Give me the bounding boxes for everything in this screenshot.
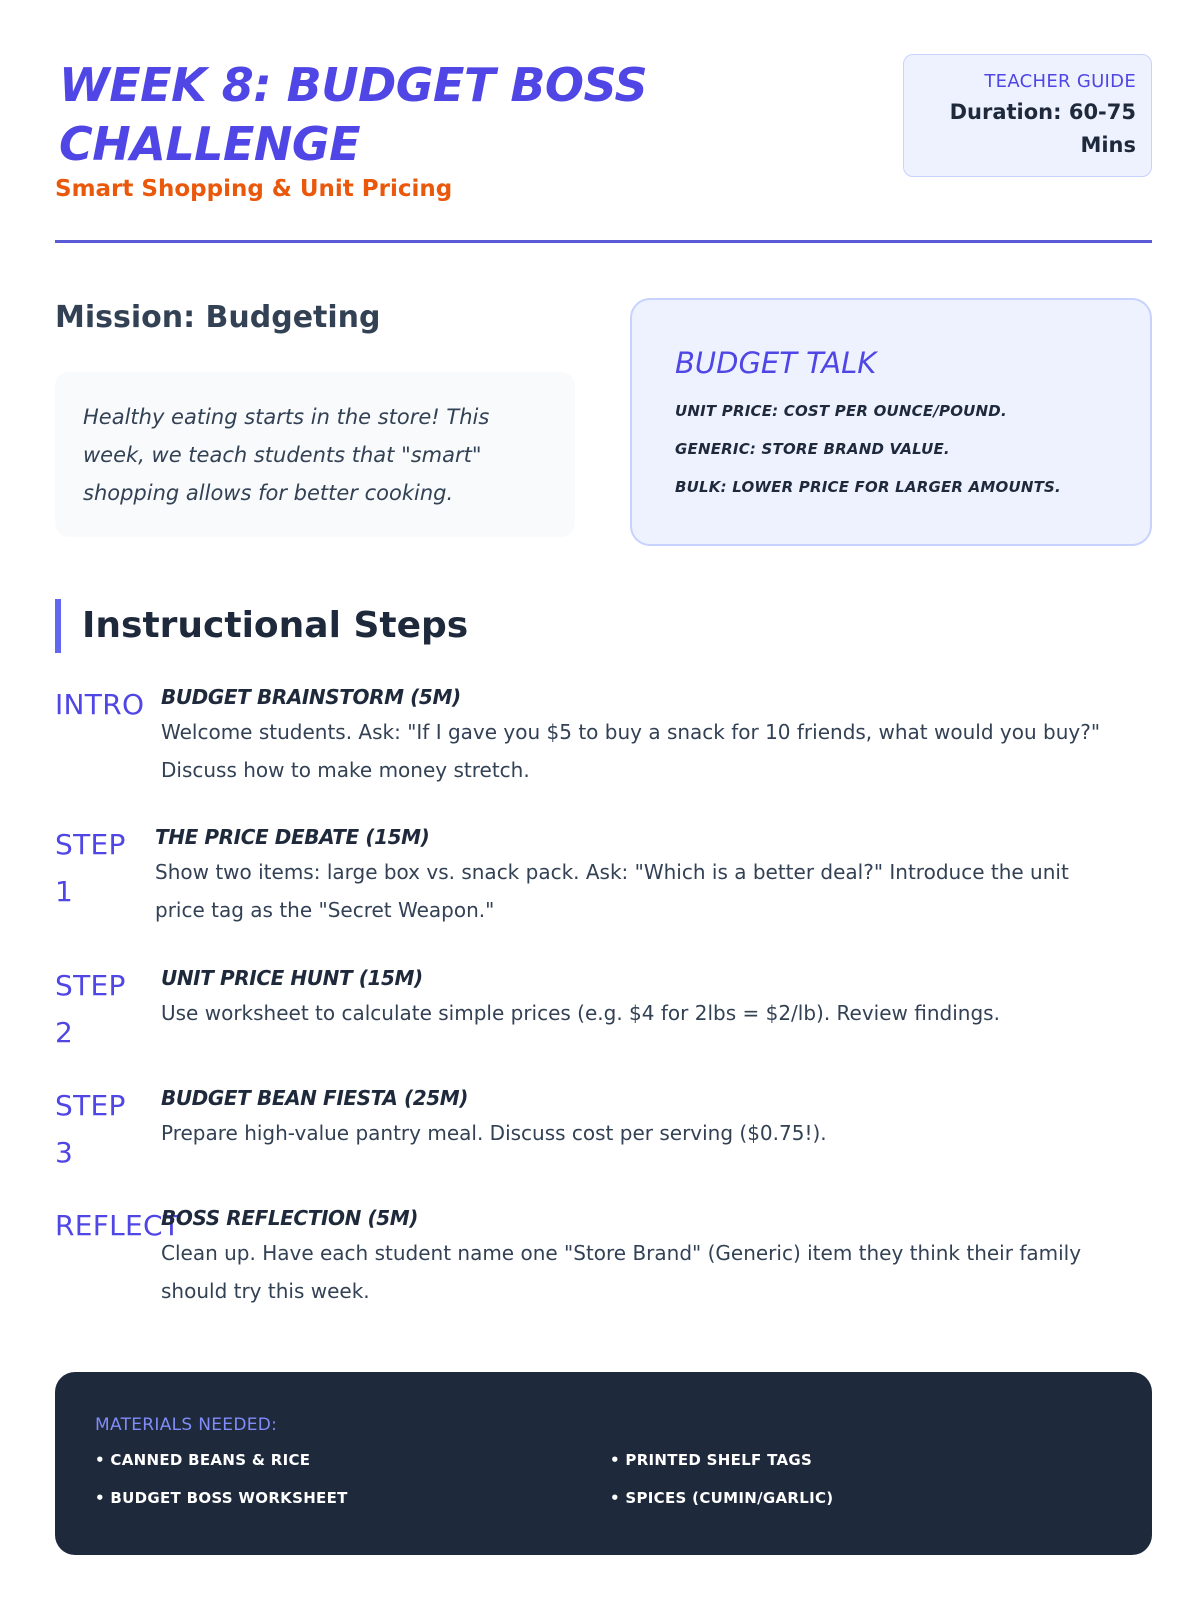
- steps-heading: Instructional Steps: [82, 605, 469, 646]
- budget-talk-item: BULK: LOWER PRICE FOR LARGER AMOUNTS.: [675, 478, 1061, 496]
- step-content: [161, 1082, 1152, 1152]
- step-title: THE PRICE DEBATE (15M): [155, 825, 430, 849]
- step-description: Show two items: large box vs. snack pack. Ask: "Which is a better deal?" Introduce the unit price tag as the "Secret Weapon.": [155, 860, 1069, 922]
- page-subtitle: Smart Shopping & Unit Pricing: [55, 176, 453, 202]
- budget-talk-item: GENERIC: STORE BRAND VALUE.: [675, 440, 950, 458]
- step-1: [55, 821, 1152, 931]
- step-title: BUDGET BRAINSTORM (5M): [161, 685, 461, 709]
- budget-talk-list: [675, 392, 1150, 506]
- step-label: REFLECT: [55, 1209, 181, 1242]
- mission-card: [55, 372, 575, 537]
- material-item: • BUDGET BOSS WORKSHEET: [95, 1489, 348, 1507]
- step-title: UNIT PRICE HUNT (15M): [161, 966, 423, 990]
- step-title: BUDGET BEAN FIESTA (25M): [161, 1086, 468, 1110]
- materials-panel: [55, 1372, 1152, 1555]
- budget-talk-item: UNIT PRICE: COST PER OUNCE/POUND.: [675, 402, 1007, 420]
- step-title: BOSS REFLECTION (5M): [161, 1206, 419, 1230]
- step-2: [55, 962, 1152, 1072]
- material-item: • CANNED BEANS & RICE: [95, 1451, 311, 1469]
- page-title: WEEK 8: BUDGET BOSS CHALLENGE: [59, 58, 648, 171]
- lesson-page: [55, 0, 1152, 1600]
- step-content: [161, 962, 1152, 1032]
- step-reflect: [55, 1202, 1152, 1312]
- step-content: [161, 1202, 1152, 1310]
- steps-accent-bar: [55, 599, 61, 653]
- step-intro: [55, 681, 1152, 791]
- step-description: Prepare high-value pantry meal. Discuss cost per serving ($0.75!).: [161, 1121, 827, 1145]
- material-item: • PRINTED SHELF TAGS: [610, 1451, 813, 1469]
- step-content: [161, 681, 1152, 789]
- header: [55, 52, 1152, 242]
- step-description: Welcome students. Ask: "If I gave you $5 to buy a snack for 10 friends, what would you buy?" Discuss how to make money stretch.: [161, 720, 1101, 782]
- duration-text: Duration: 60-75 Mins: [949, 100, 1136, 157]
- mission-text: Healthy eating starts in the store! This week, we teach students that "smart" shopping allows for better cooking.: [83, 405, 490, 505]
- materials-list: [95, 1446, 1152, 1526]
- step-label: INTRO: [55, 688, 145, 721]
- step-description: Clean up. Have each student name one "Store Brand" (Generic) item they think their family should try this week.: [161, 1241, 1082, 1303]
- step-description: Use worksheet to calculate simple prices (e.g. $4 for 2lbs = $2/lb). Review findings.: [161, 1001, 1000, 1025]
- step-label: STEP 2: [55, 969, 126, 1049]
- header-divider: [55, 240, 1152, 243]
- teacher-guide-label: TEACHER GUIDE: [984, 71, 1136, 92]
- step-label: STEP 1: [55, 828, 126, 908]
- step-label: STEP 3: [55, 1089, 126, 1169]
- teacher-guide-badge: [903, 54, 1152, 177]
- step-content: [155, 821, 1105, 929]
- budget-talk-card: [630, 298, 1152, 546]
- budget-talk-title: BUDGET TALK: [675, 346, 877, 380]
- step-3: [55, 1082, 1152, 1192]
- material-item: • SPICES (CUMIN/GARLIC): [610, 1489, 834, 1507]
- materials-heading: MATERIALS NEEDED:: [95, 1415, 278, 1435]
- mission-heading: Mission: Budgeting: [55, 300, 381, 335]
